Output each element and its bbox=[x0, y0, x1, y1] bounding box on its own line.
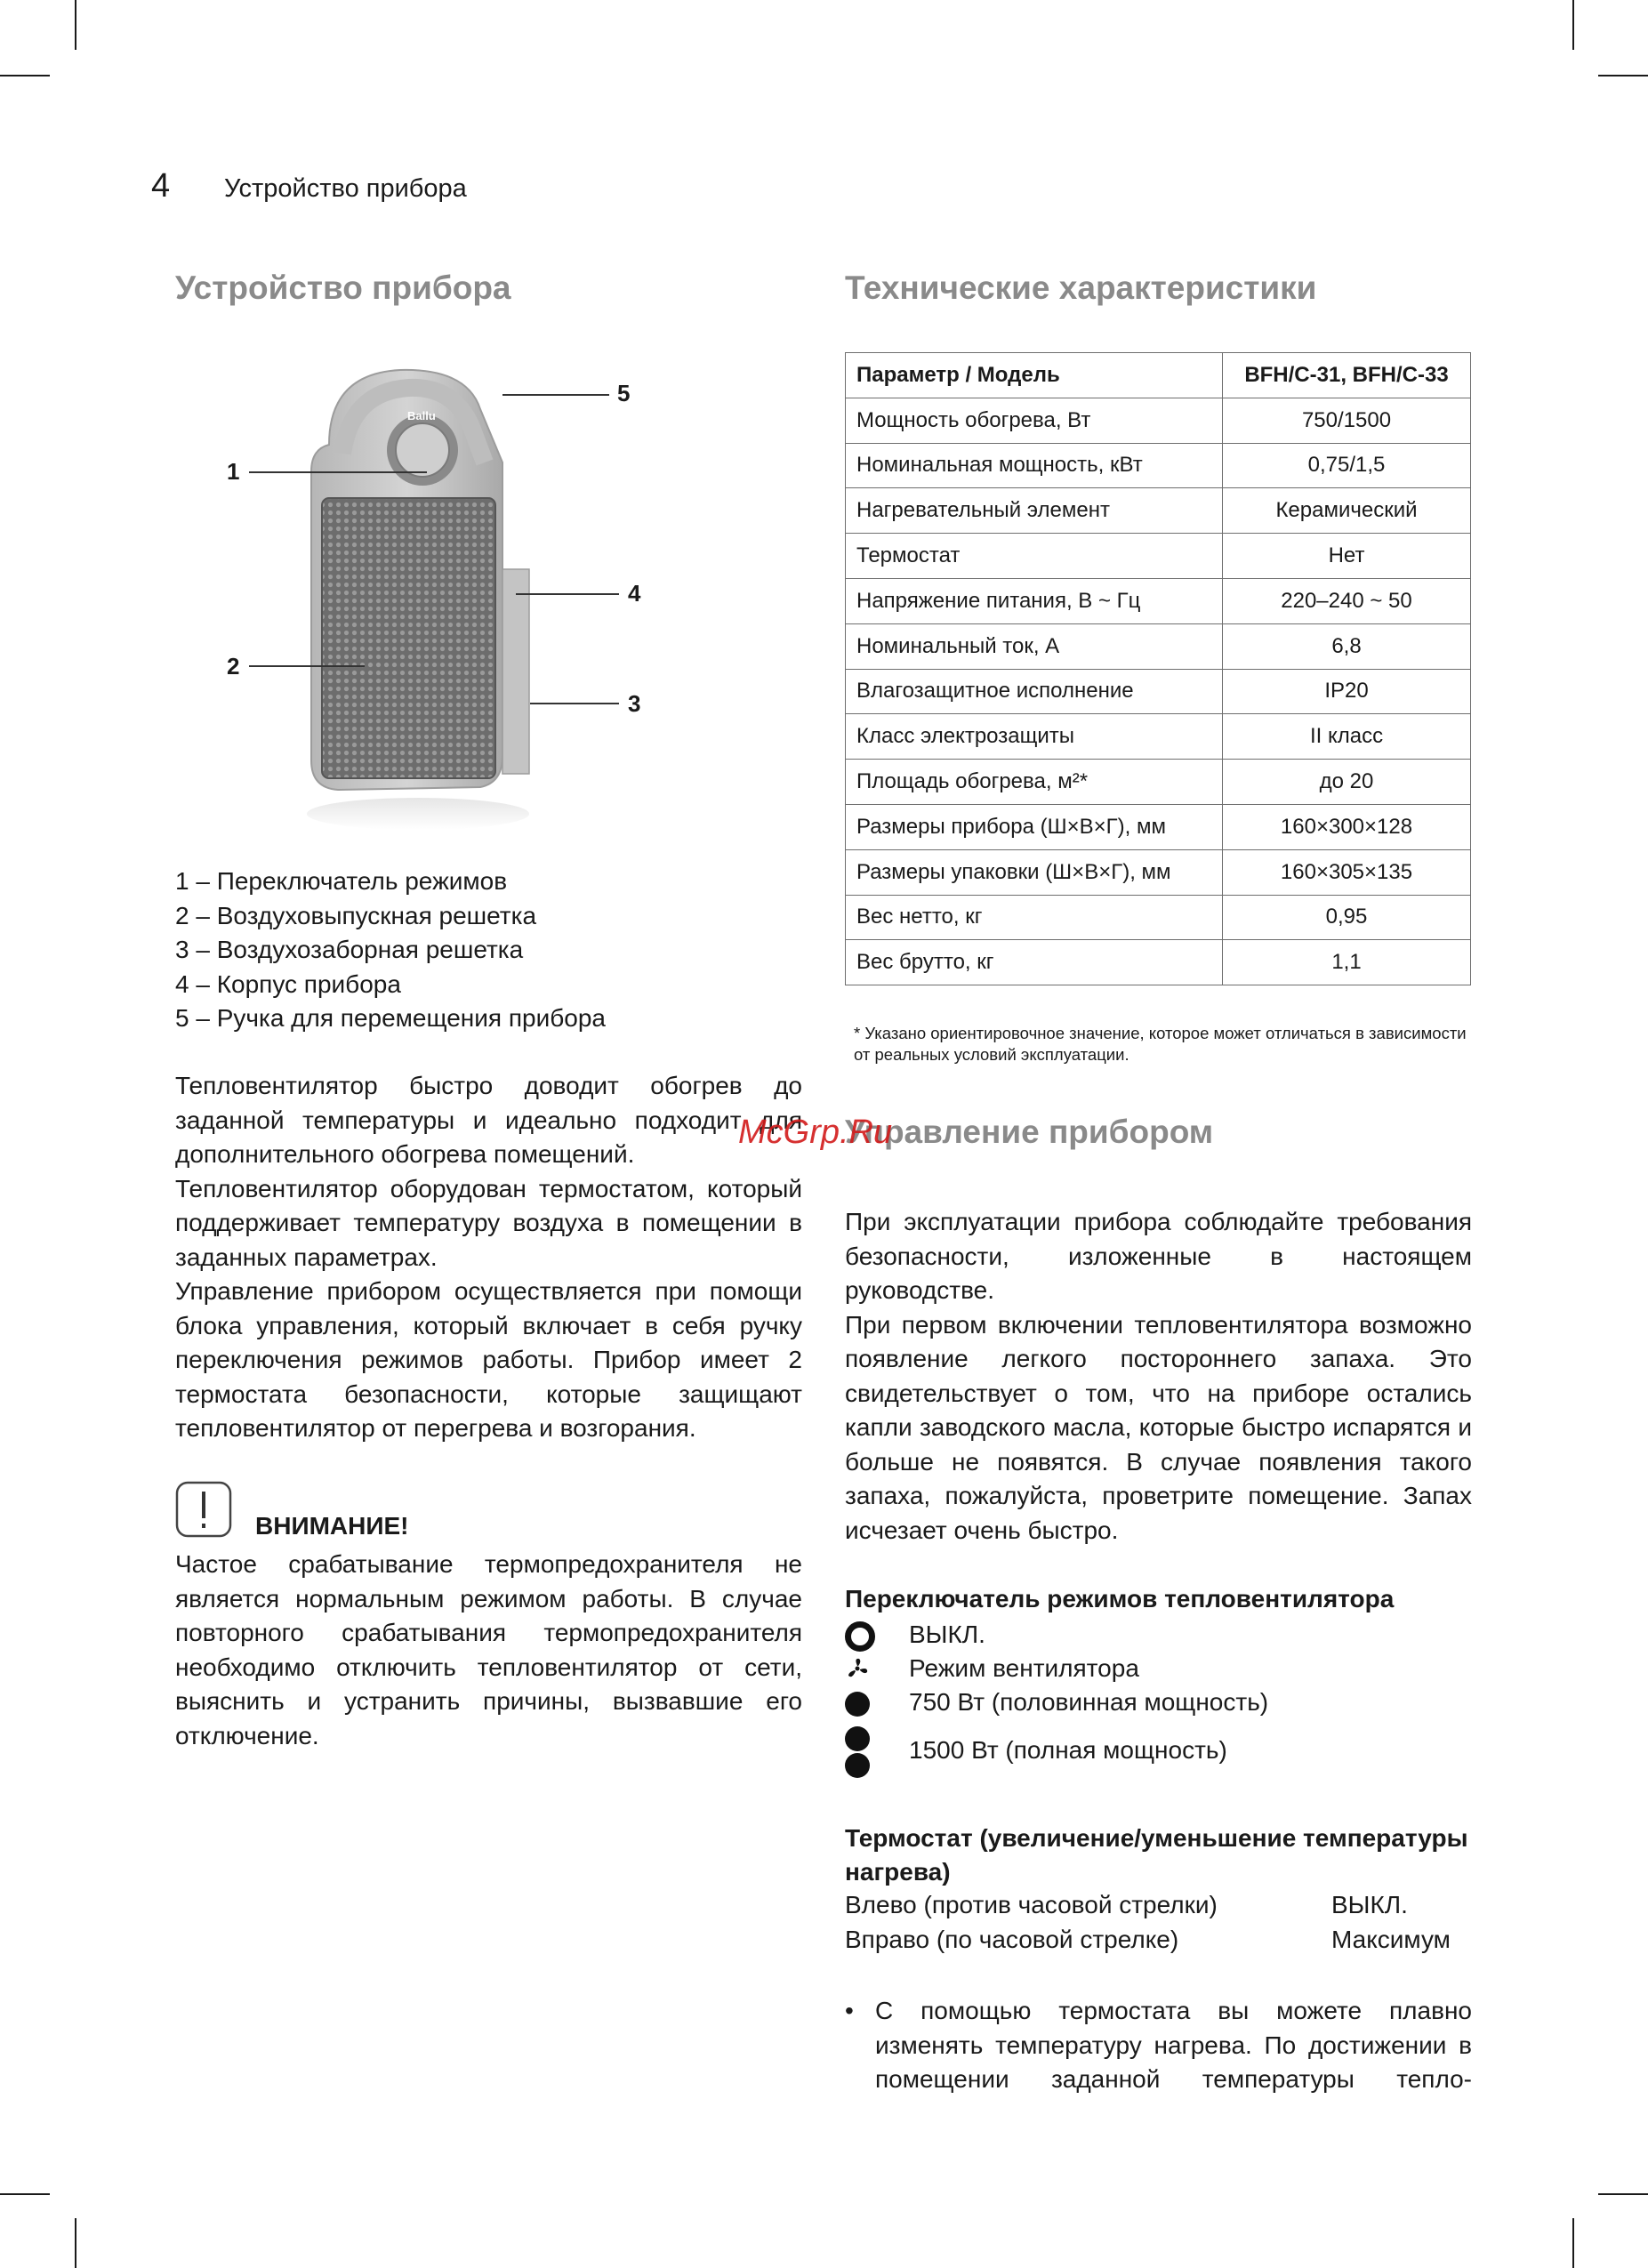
table-row bbox=[846, 804, 1471, 849]
table-header-row bbox=[846, 353, 1471, 398]
section-heading-device: Устройство прибора bbox=[175, 269, 511, 306]
table-row bbox=[846, 940, 1471, 985]
table-row bbox=[846, 849, 1471, 895]
thermostat-row bbox=[845, 1926, 1178, 1954]
table-cell: Площадь обогрева, м²* bbox=[846, 760, 1223, 805]
table-cell: II класс bbox=[1223, 714, 1471, 760]
table-row bbox=[846, 895, 1471, 940]
dot-icon bbox=[845, 1692, 870, 1717]
thermostat-row bbox=[845, 1891, 1218, 1919]
table-cell: Термостат bbox=[846, 534, 1223, 579]
crop-mark bbox=[0, 75, 50, 76]
table-row bbox=[846, 578, 1471, 623]
spec-table bbox=[845, 352, 1471, 985]
parts-legend bbox=[175, 865, 606, 1036]
table-row bbox=[846, 760, 1471, 805]
watermark: McGrp.Ru bbox=[738, 1114, 893, 1151]
section-heading-control: Управление прибором bbox=[845, 1114, 1214, 1150]
table-cell: Влагозащитное исполнение bbox=[846, 669, 1223, 714]
table-cell: 0,75/1,5 bbox=[1223, 443, 1471, 488]
thermostat-direction: Вправо (по часовой стрелке) bbox=[845, 1926, 1179, 1953]
table-cell: Номинальный ток, А bbox=[846, 623, 1223, 669]
crop-mark bbox=[75, 2218, 76, 2268]
table-footnote: * Указано ориентировочное значение, которое может отличаться в зависимости от реальных условий эксплуатации. bbox=[854, 1024, 1467, 1064]
table-cell: Класс электрозащиты bbox=[846, 714, 1223, 760]
table-row bbox=[846, 669, 1471, 714]
legend-item: 1 – Переключатель режимов bbox=[175, 867, 508, 895]
ring-icon bbox=[845, 1621, 875, 1652]
table-cell: 750/1500 bbox=[1223, 398, 1471, 443]
svg-text:Ballu: Ballu bbox=[407, 409, 436, 422]
table-cell: Вес брутто, кг bbox=[846, 940, 1223, 985]
heater-drawing bbox=[302, 365, 551, 836]
table-row bbox=[846, 443, 1471, 488]
crop-mark bbox=[1598, 2193, 1648, 2195]
table-row bbox=[846, 623, 1471, 669]
paragraph: Управление прибором осуществляется при помощи блока управления, который включает в себя ручку переключения режимов работы. Прибор имеет 2 термостата безопасности, которые защищают тепловентилятор от перегрева и возгорания. bbox=[175, 1277, 802, 1442]
device-illustration bbox=[302, 365, 551, 836]
table-header-cell: Параметр / Модель bbox=[846, 353, 1223, 398]
mode-label: ВЫКЛ. bbox=[909, 1621, 985, 1648]
bullet-text: С помощью термостата вы можете плавно изменять температуру нагрева. По достижении в помещении заданной температуры тепло- bbox=[875, 1997, 1472, 2093]
table-cell: 160×300×128 bbox=[1223, 804, 1471, 849]
table-cell: 6,8 bbox=[1223, 623, 1471, 669]
table-cell: Керамический bbox=[1223, 488, 1471, 534]
callout-5: 5 bbox=[617, 380, 631, 406]
callout-1: 1 bbox=[227, 458, 240, 485]
table-cell: IP20 bbox=[1223, 669, 1471, 714]
modes-heading: Переключатель режимов тепловентилятора bbox=[845, 1585, 1395, 1613]
thermostat-direction: Влево (против часовой стрелки) bbox=[845, 1891, 1218, 1918]
table-cell: Вес нетто, кг bbox=[846, 895, 1223, 940]
device-description bbox=[175, 1069, 802, 1446]
callout-4: 4 bbox=[628, 580, 641, 607]
table-cell: 160×305×135 bbox=[1223, 849, 1471, 895]
mode-label: 1500 Вт (полная мощность) bbox=[909, 1736, 1227, 1764]
table-row bbox=[846, 488, 1471, 534]
table-header-cell: BFH/C-31, BFH/C-33 bbox=[1223, 353, 1471, 398]
legend-item: 2 – Воздуховыпускная решетка bbox=[175, 901, 537, 929]
fan-icon bbox=[845, 1656, 870, 1687]
bullet-icon: • bbox=[845, 1997, 854, 2024]
warning-text-block bbox=[175, 1548, 802, 1753]
running-title: Устройство прибора bbox=[224, 174, 467, 203]
table-cell: 0,95 bbox=[1223, 895, 1471, 940]
table-cell: 220–240 ~ 50 bbox=[1223, 578, 1471, 623]
table-cell: Нагревательный элемент bbox=[846, 488, 1223, 534]
crop-mark bbox=[1598, 75, 1648, 76]
table-cell: Напряжение питания, В ~ Гц bbox=[846, 578, 1223, 623]
double-dot-icon bbox=[845, 1726, 870, 1778]
table-cell: до 20 bbox=[1223, 760, 1471, 805]
crop-mark bbox=[1572, 0, 1574, 50]
page-number: 4 bbox=[151, 167, 171, 205]
callout-3: 3 bbox=[628, 690, 641, 717]
table-cell: Размеры прибора (Ш×В×Г), мм bbox=[846, 804, 1223, 849]
legend-item: 3 – Воздухозаборная решетка bbox=[175, 936, 524, 963]
table-cell: Размеры упаковки (Ш×В×Г), мм bbox=[846, 849, 1223, 895]
mode-label: 750 Вт (половинная мощность) bbox=[909, 1688, 1269, 1716]
table-cell: Номинальная мощность, кВт bbox=[846, 443, 1223, 488]
thermostat-heading: Термостат (увеличение/уменьшение температуры нагрева) bbox=[845, 1824, 1468, 1886]
table-cell: 1,1 bbox=[1223, 940, 1471, 985]
table-cell: Мощность обогрева, Вт bbox=[846, 398, 1223, 443]
warning-text: Частое срабатывание термопредохранителя не является нормальным режимом работы. В случае повторного срабатывания термопредохранителя необходимо отключить тепловентилятор от сети, выяснить и устранить причины, вызвавшие его отключение. bbox=[175, 1550, 802, 1749]
bullet-item bbox=[845, 1994, 1472, 2097]
legend-item: 4 – Корпус прибора bbox=[175, 969, 401, 998]
control-description bbox=[845, 1205, 1472, 1548]
warning-title: ВНИМАНИЕ! bbox=[255, 1512, 409, 1540]
exclamation-icon bbox=[175, 1481, 232, 1538]
paragraph: При первом включении тепловентилятора возможно появление легкого постороннего запаха. Это свидетельствует о том, что на приборе остались капли заводского масла, которые быстро испарятся и больше не появятся. В случае появления такого запаха, пожалуйста, проветрите помещение. Запах исчезает очень быстро. bbox=[845, 1310, 1472, 1544]
callout-2: 2 bbox=[227, 653, 240, 680]
legend-item: 5 – Ручка для перемещения прибора bbox=[175, 1004, 606, 1032]
paragraph: Тепловентилятор быстро доводит обогрев до заданной температуры и идеально подходит для дополнительного обогрева помещений. bbox=[175, 1072, 802, 1168]
table-row bbox=[846, 714, 1471, 760]
table-cell: Нет bbox=[1223, 534, 1471, 579]
crop-mark bbox=[0, 2193, 50, 2195]
mode-label: Режим вентилятора bbox=[909, 1654, 1139, 1682]
thermostat-value: ВЫКЛ. bbox=[1331, 1891, 1408, 1918]
thermostat-value: Максимум bbox=[1331, 1926, 1451, 1953]
crop-mark bbox=[75, 0, 76, 50]
table-row bbox=[846, 534, 1471, 579]
table-row bbox=[846, 398, 1471, 443]
crop-mark bbox=[1572, 2218, 1574, 2268]
paragraph: Тепловентилятор оборудован термостатом, который поддерживает температуру воздуха в помещении в заданных параметрах. bbox=[175, 1174, 802, 1271]
paragraph: При эксплуатации прибора соблюдайте требования безопасности, изложенные в настоящем руководстве. bbox=[845, 1208, 1472, 1304]
section-heading-specs: Технические характеристики bbox=[845, 269, 1317, 306]
